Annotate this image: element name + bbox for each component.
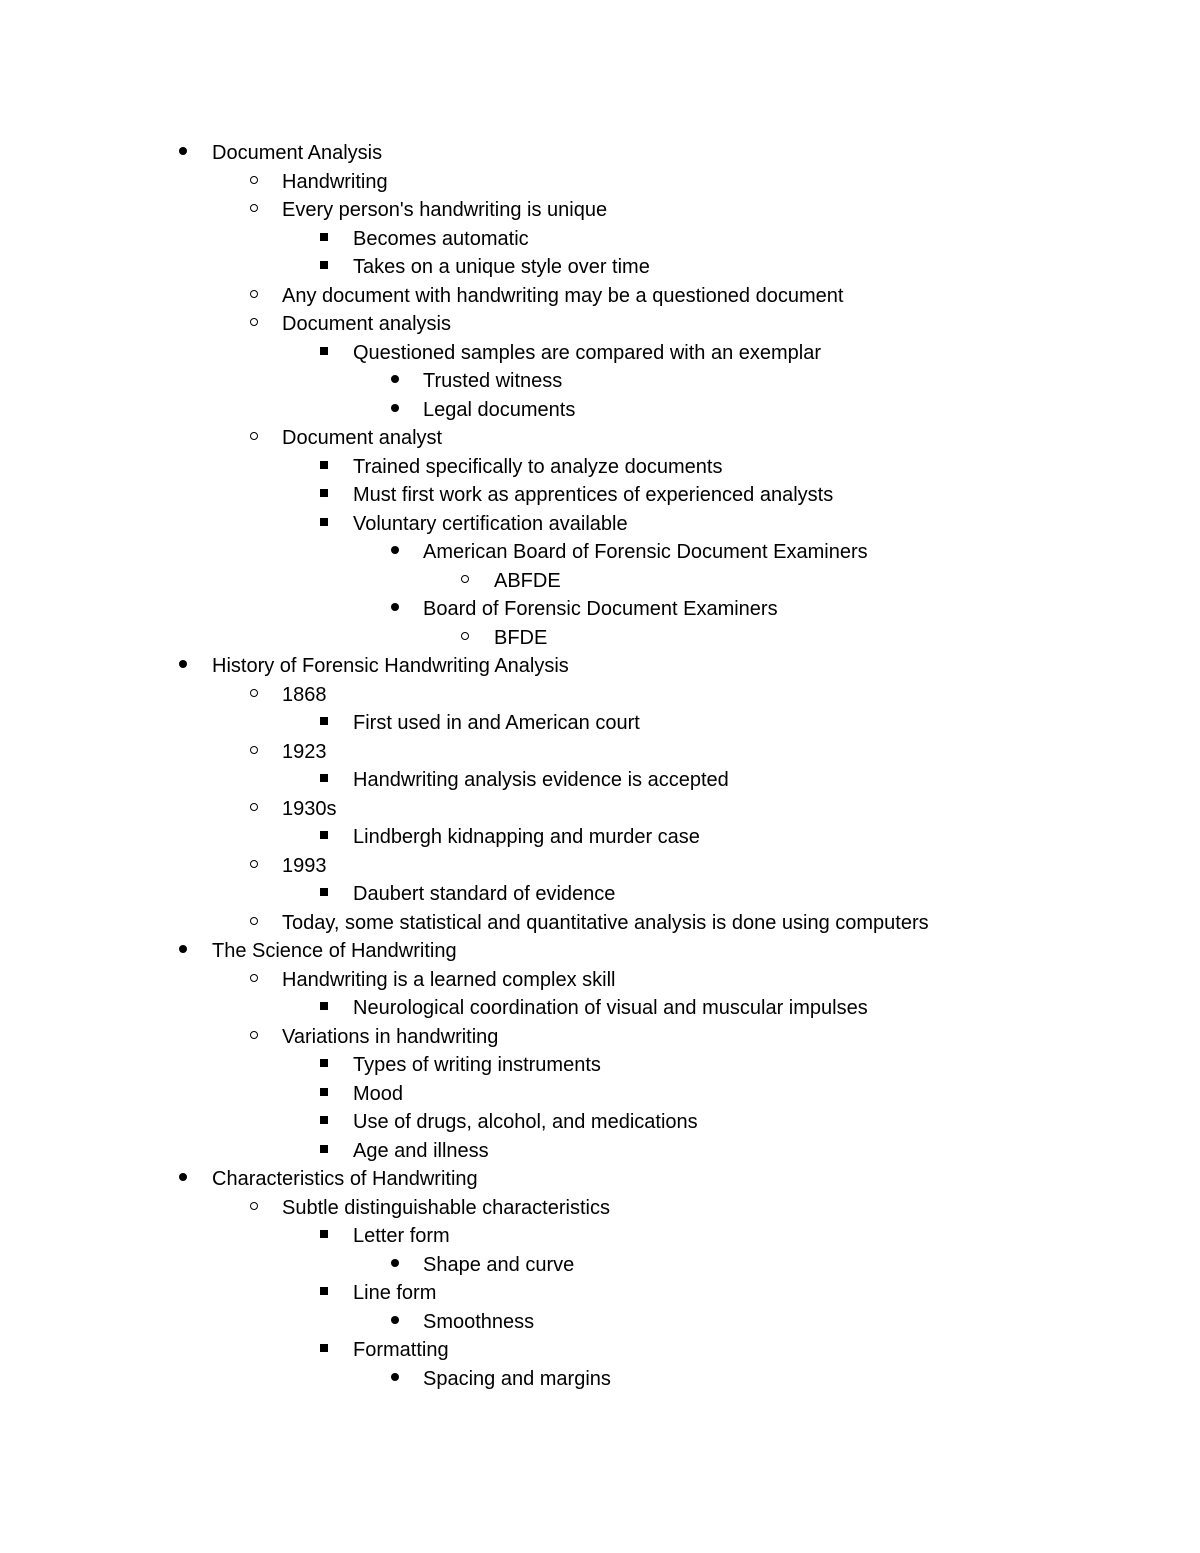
list-item-text: Letter form [353,1225,450,1247]
list-item [0,1194,1200,1223]
list-item [0,196,1200,225]
list-item-text: Becomes automatic [353,227,529,250]
list-item [0,1051,1200,1080]
list-item-text: Today, some statistical and quantitative analysis is done using computers [282,911,929,934]
list-item-text: Handwriting is a learned complex skill [282,968,616,991]
list-item-text: Variations in handwriting [282,1025,499,1048]
list-item-text: Daubert standard of evidence [353,883,616,905]
list-item [0,396,1200,425]
disc-bullet-icon [385,1251,405,1280]
circle-bullet-icon [244,966,264,995]
disc-bullet-icon [385,367,405,396]
square-bullet-icon [314,880,334,909]
square-bullet-icon [314,1279,334,1308]
list-item-text: Formatting [353,1339,449,1361]
list-item [0,994,1200,1023]
disc-bullet-icon [385,538,405,567]
list-item-text: Trained specifically to analyze documents [353,455,723,478]
list-item-text: BFDE [494,626,548,649]
disc-bullet-icon [385,595,405,624]
list-item-text: Document analysis [282,313,451,335]
circle-bullet-icon [244,795,264,824]
list-item [0,766,1200,795]
square-bullet-icon [314,510,334,539]
list-item [0,595,1200,624]
square-bullet-icon [314,1080,334,1109]
list-item-text: Document Analysis [212,142,383,164]
square-bullet-icon [314,823,334,852]
list-item [0,139,1200,168]
list-item-text: Shape and curve [423,1253,575,1276]
list-item [0,225,1200,254]
list-item-text: Voluntary certification available [353,512,628,535]
list-item [0,481,1200,510]
disc-bullet-icon [173,139,193,168]
list-item [0,966,1200,995]
square-bullet-icon [314,225,334,254]
list-item-text: Characteristics of Handwriting [212,1168,478,1190]
square-bullet-icon [314,1051,334,1080]
list-item-text: Types of writing instruments [353,1054,601,1076]
list-item [0,880,1200,909]
list-item [0,909,1200,938]
circle-bullet-icon [244,1194,264,1223]
circle-bullet-icon [455,567,475,596]
list-item [0,823,1200,852]
list-item-text: Handwriting [282,170,388,193]
outline-list [0,139,1200,1393]
list-item [0,1165,1200,1194]
list-item [0,310,1200,339]
circle-bullet-icon [244,310,264,339]
circle-bullet-icon [244,1023,264,1052]
list-item-text: 1993 [282,854,327,877]
list-item-text: 1930s [282,797,337,820]
list-item [0,624,1200,653]
list-item [0,1308,1200,1337]
disc-bullet-icon [385,1365,405,1394]
list-item-text: Document analyst [282,427,443,449]
list-item-text: 1923 [282,740,327,763]
circle-bullet-icon [244,909,264,938]
list-item-text: Trusted witness [423,370,563,392]
circle-bullet-icon [455,624,475,653]
list-item-text: Handwriting analysis evidence is accepted [353,769,729,791]
list-item [0,1108,1200,1137]
list-item [0,168,1200,197]
circle-bullet-icon [244,282,264,311]
list-item [0,1222,1200,1251]
list-item [0,795,1200,824]
list-item [0,1336,1200,1365]
list-item-text: Must first work as apprentices of experienced analysts [353,484,834,506]
square-bullet-icon [314,709,334,738]
square-bullet-icon [314,1137,334,1166]
list-item [0,339,1200,368]
list-item-text: Neurological coordination of visual and muscular impulses [353,997,868,1019]
square-bullet-icon [314,453,334,482]
list-item [0,1023,1200,1052]
list-item-text: American Board of Forensic Document Examiners [423,541,868,563]
list-item [0,424,1200,453]
circle-bullet-icon [244,168,264,197]
list-item [0,1080,1200,1109]
list-item [0,652,1200,681]
square-bullet-icon [314,339,334,368]
list-item [0,367,1200,396]
square-bullet-icon [314,253,334,282]
list-item-text: Questioned samples are compared with an exemplar [353,341,822,364]
list-item [0,1251,1200,1280]
list-item-text: Mood [353,1082,404,1105]
list-item-text: 1868 [282,683,327,706]
square-bullet-icon [314,1108,334,1137]
circle-bullet-icon [244,681,264,710]
list-item-text: Any document with handwriting may be a questioned document [282,284,844,307]
square-bullet-icon [314,1336,334,1365]
disc-bullet-icon [385,1308,405,1337]
square-bullet-icon [314,481,334,510]
disc-bullet-icon [173,652,193,681]
list-item-text: Board of Forensic Document Examiners [423,598,778,620]
circle-bullet-icon [244,738,264,767]
square-bullet-icon [314,766,334,795]
disc-bullet-icon [173,937,193,966]
list-item-text: The Science of Handwriting [212,940,457,962]
circle-bullet-icon [244,196,264,225]
list-item [0,453,1200,482]
list-item [0,852,1200,881]
list-item [0,709,1200,738]
list-item-text: ABFDE [494,569,561,592]
list-item-text: Age and illness [353,1139,489,1162]
list-item-text: Subtle distinguishable characteristics [282,1196,610,1219]
list-item [0,937,1200,966]
list-item-text: First used in and American court [353,712,640,734]
list-item [0,738,1200,767]
list-item-text: Every person's handwriting is unique [282,199,608,221]
list-item [0,538,1200,567]
square-bullet-icon [314,1222,334,1251]
list-item-text: Takes on a unique style over time [353,256,650,278]
list-item-text: Line form [353,1282,437,1304]
list-item [0,681,1200,710]
list-item-text: History of Forensic Handwriting Analysis [212,655,569,677]
list-item [0,567,1200,596]
list-item [0,1137,1200,1166]
disc-bullet-icon [385,396,405,425]
list-item [0,510,1200,539]
square-bullet-icon [314,994,334,1023]
list-item-text: Lindbergh kidnapping and murder case [353,826,700,848]
disc-bullet-icon [173,1165,193,1194]
list-item [0,253,1200,282]
list-item-text: Smoothness [423,1310,535,1333]
list-item [0,282,1200,311]
circle-bullet-icon [244,424,264,453]
list-item-text: Use of drugs, alcohol, and medications [353,1111,698,1133]
list-item-text: Legal documents [423,398,576,421]
list-item [0,1365,1200,1394]
list-item-text: Spacing and margins [423,1367,611,1390]
circle-bullet-icon [244,852,264,881]
list-item [0,1279,1200,1308]
